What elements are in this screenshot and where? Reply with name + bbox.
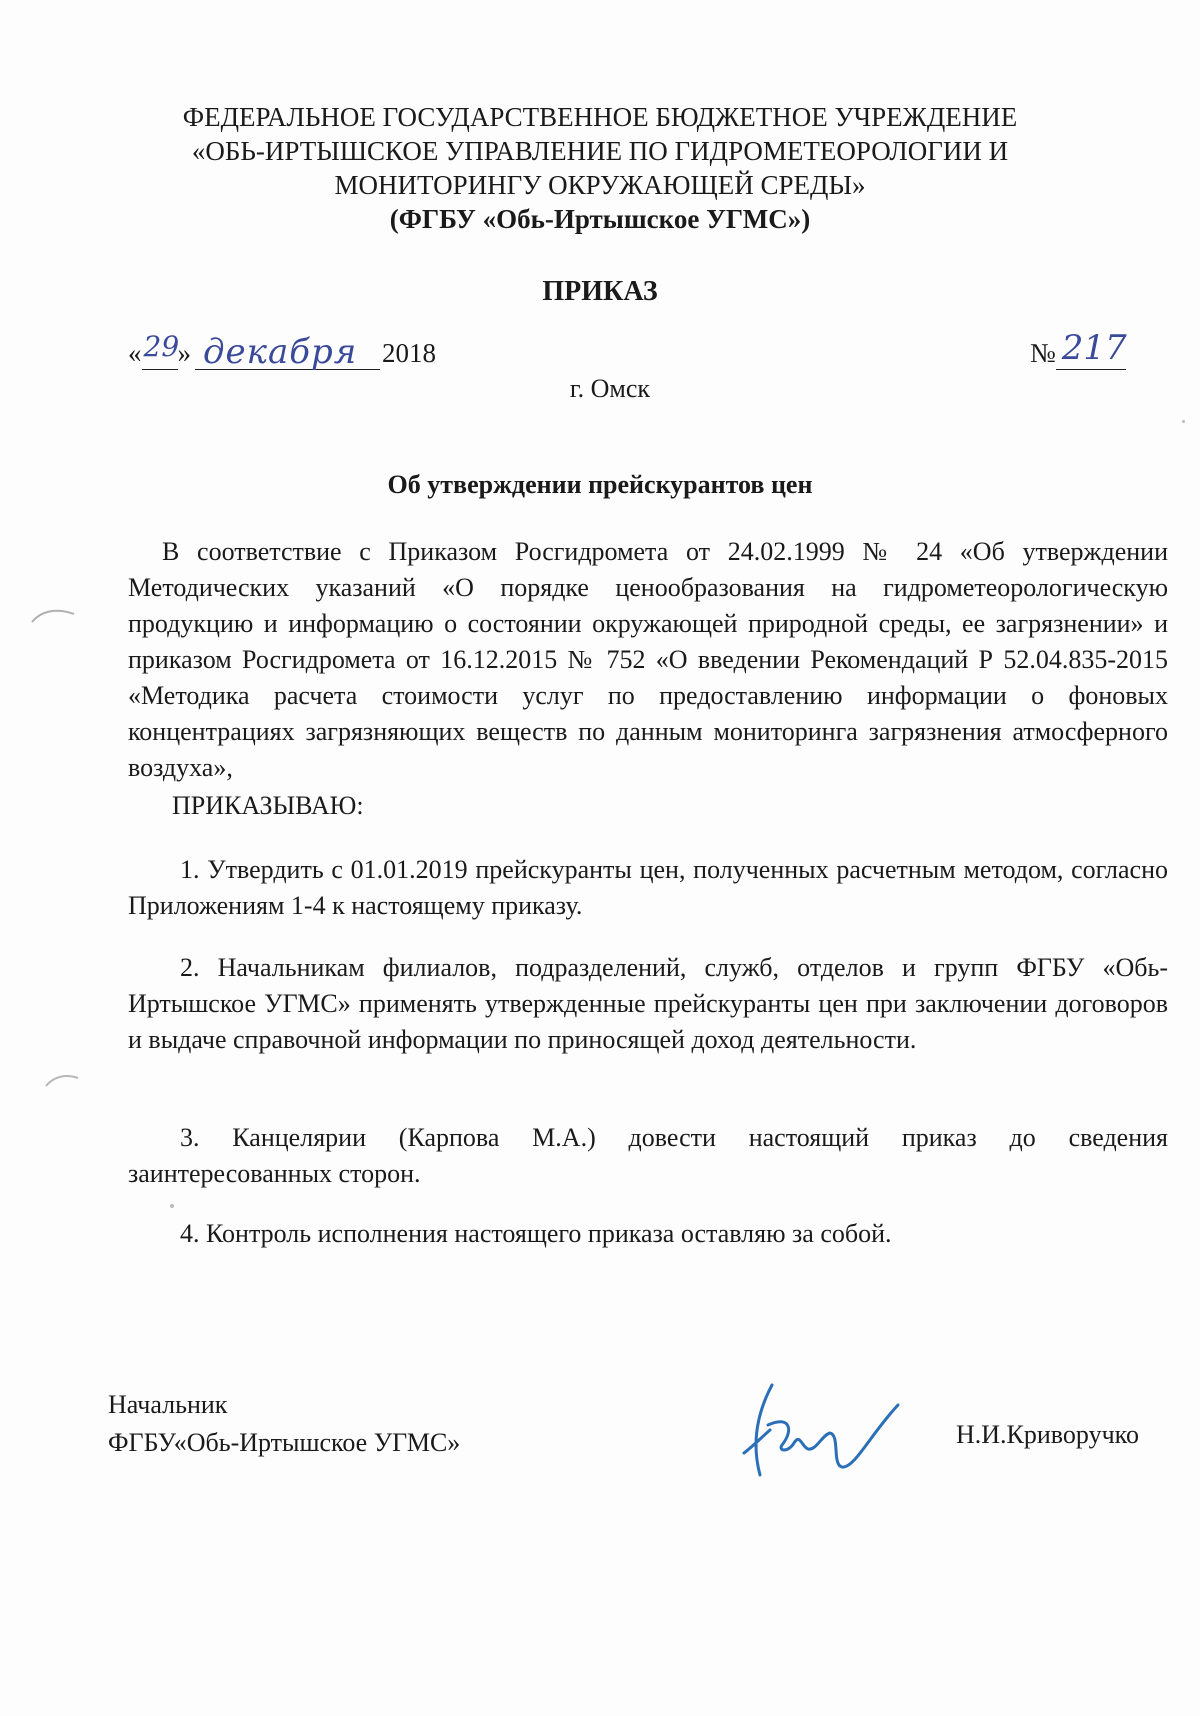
order-date xyxy=(128,330,458,372)
date-month-handwritten: декабря xyxy=(203,332,358,372)
number-label: № xyxy=(1030,338,1056,368)
header-line-1: ФЕДЕРАЛЬНОЕ ГОСУДАРСТВЕННОЕ БЮДЖЕТНОЕ УЧРЕЖДЕНИЕ xyxy=(182,102,1018,132)
signatory-name: Н.И.Криворучко xyxy=(956,1420,1139,1449)
header-line-3: МОНИТОРИНГУ ОКРУЖАЮЩЕЙ СРЕДЫ» xyxy=(334,170,866,200)
date-day-field xyxy=(142,330,180,370)
date-close-quote: » xyxy=(177,338,191,368)
city: г. Омск xyxy=(569,374,651,403)
number-field xyxy=(1056,328,1127,370)
scan-speck xyxy=(170,1204,174,1208)
position-line-2: ФГБУ«Обь-Иртышское УГМС» xyxy=(108,1428,461,1457)
handwritten-signature xyxy=(730,1375,910,1485)
order-item-2: 2. Начальникам филиалов, подразделений, служб, отделов и групп ФГБУ «Обь-Иртышское УГМС» применять утвержденные прейскуранты цен при заключении договоров и выдаче справочной информации по приносящей доход деятельности. xyxy=(128,953,1168,1054)
order-title: ПРИКАЗ xyxy=(542,276,658,307)
signatory-position xyxy=(108,1386,460,1462)
order-item-3: 3. Канцелярии (Карпова М.А.) довести настоящий приказ до сведения заинтересованных сторон. xyxy=(128,1123,1168,1188)
scan-speck xyxy=(1182,420,1185,423)
date-open-quote: « xyxy=(128,338,142,368)
number-handwritten: 217 xyxy=(1061,328,1127,368)
date-month-field xyxy=(195,332,380,372)
header-line-4: (ФГБУ «Обь-Иртышское УГМС») xyxy=(389,204,811,234)
order-number xyxy=(1030,328,1127,370)
header-line-2: «ОБЬ-ИРТЫШСКОЕ УПРАВЛЕНИЕ ПО ГИДРОМЕТЕОРОЛОГИИ И xyxy=(191,136,1009,166)
date-year: 2018 xyxy=(382,338,436,368)
order-item-4: 4. Контроль исполнения настоящего приказа оставляю за собой. xyxy=(180,1219,892,1248)
margin-punch-mark xyxy=(30,604,76,626)
position-line-1: Начальник xyxy=(108,1390,228,1419)
order-item-1: 1. Утвердить с 01.01.2019 прейскуранты цен, полученных расчетным методом, согласно Приложениям 1-4 к настоящему приказу. xyxy=(128,855,1168,920)
date-day-handwritten: 29 xyxy=(143,330,180,363)
order-word: ПРИКАЗЫВАЮ: xyxy=(172,791,364,820)
intro-paragraph: В соответствие с Приказом Росгидромета от 24.02.1999 № 24 «Об утверждении Методических указаний «О порядке ценообразования на гидрометеорологическую продукцию и информацию о состоянии окружающей природной среды, ее загрязнении» и приказом Росгидромета от 16.12.2015 № 752 «О введении Рекомендаций Р 52.04.835-2015 «Методика расчета стоимости услуг по предоставлению информации о фоновых концентрациях загрязняющих веществ по данным мониторинга загрязнения атмосферного воздуха», xyxy=(128,537,1168,782)
organization-header xyxy=(0,100,1200,236)
order-subject: Об утверждении прейскурантов цен xyxy=(387,470,813,499)
margin-punch-mark xyxy=(44,1072,80,1088)
